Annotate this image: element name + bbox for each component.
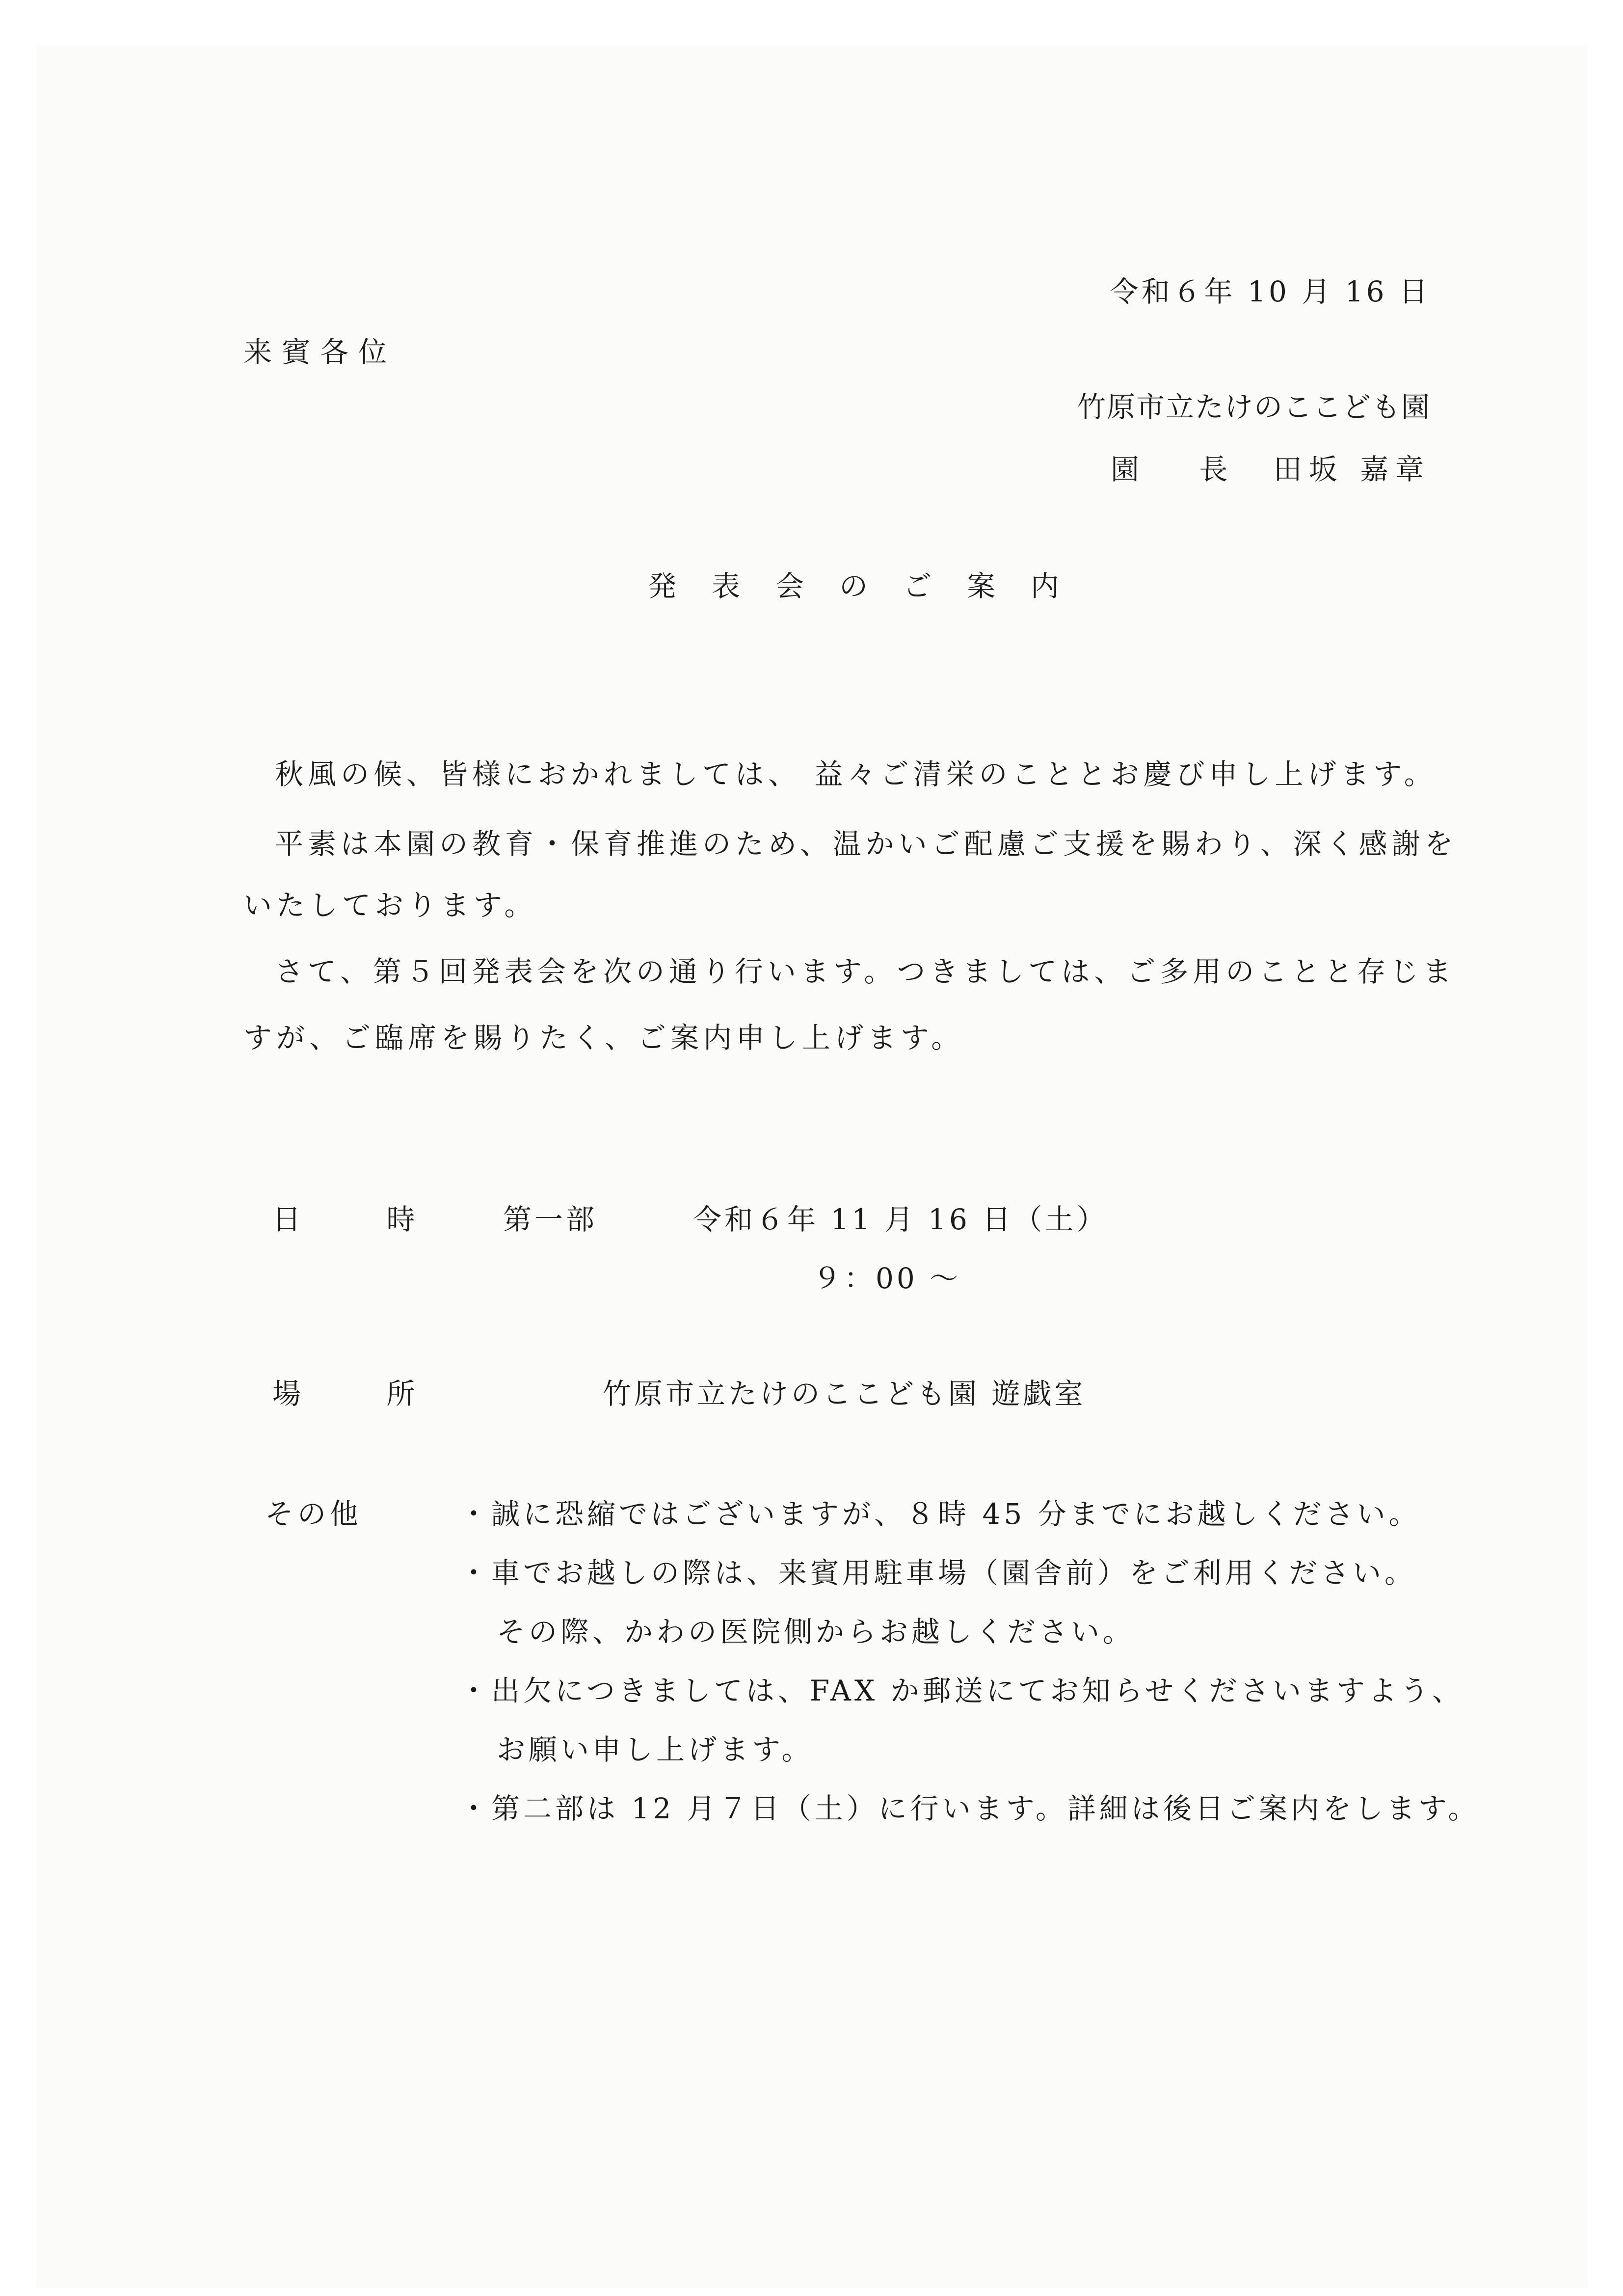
letter-page <box>36 45 1587 2288</box>
note-continuation: お願い申し上げます。 <box>497 1733 814 1766</box>
letter-date: 令和６年 10 月 16 日 <box>1110 275 1431 308</box>
note-item: ・車でお越しの際は、来賓用駐車場（園舎前）をご利用ください。 <box>459 1556 1417 1590</box>
datetime-value: 令和６年 11 月 16 日（土） <box>693 1203 1108 1236</box>
document-title: 発表会のご案内 <box>648 569 1095 603</box>
note-continuation: その際、かわの医院側からお越しください。 <box>497 1615 1135 1648</box>
other-label: その他 <box>265 1497 363 1531</box>
place-value: 竹原市立たけのここども園 遊戯室 <box>603 1377 1086 1410</box>
sender-title: 園 長 <box>1111 453 1253 486</box>
note-item: ・第二部は 12 月７日（土）に行います。詳細は後日ご案内をします。 <box>459 1792 1480 1825</box>
datetime-label: 日 時 <box>272 1203 453 1236</box>
body-paragraph-line: すが、ご臨席を賜りたく、ご案内申し上げます。 <box>243 1021 964 1054</box>
addressee: 来賓各位 <box>243 335 397 369</box>
body-paragraph-line: 秋風の候、皆様におかれましては、 益々ご清栄のこととお慶び申し上げます。 <box>275 757 1437 791</box>
sender-organization: 竹原市立たけのここども園 <box>1077 390 1431 424</box>
note-item: ・誠に恐縮ではございますが、８時 45 分までにお越しください。 <box>459 1497 1421 1531</box>
body-paragraph-line: 平素は本園の教育・保育推進のため、温かいご配慮ご支援を賜わり、深く感謝を <box>275 827 1458 861</box>
session-label: 第一部 <box>503 1203 598 1236</box>
sender-name: 田坂 嘉章 <box>1273 453 1431 486</box>
start-time: ９：00 ～ <box>813 1262 961 1295</box>
place-label: 場 所 <box>272 1377 453 1410</box>
body-paragraph-line: いたしております。 <box>243 889 537 922</box>
note-item: ・出欠につきましては、FAX か郵送にてお知らせくださいますよう、 <box>459 1674 1464 1707</box>
body-paragraph-line: さて、第５回発表会を次の通り行います。つきましては、ご多用のことと存じま <box>275 955 1456 988</box>
